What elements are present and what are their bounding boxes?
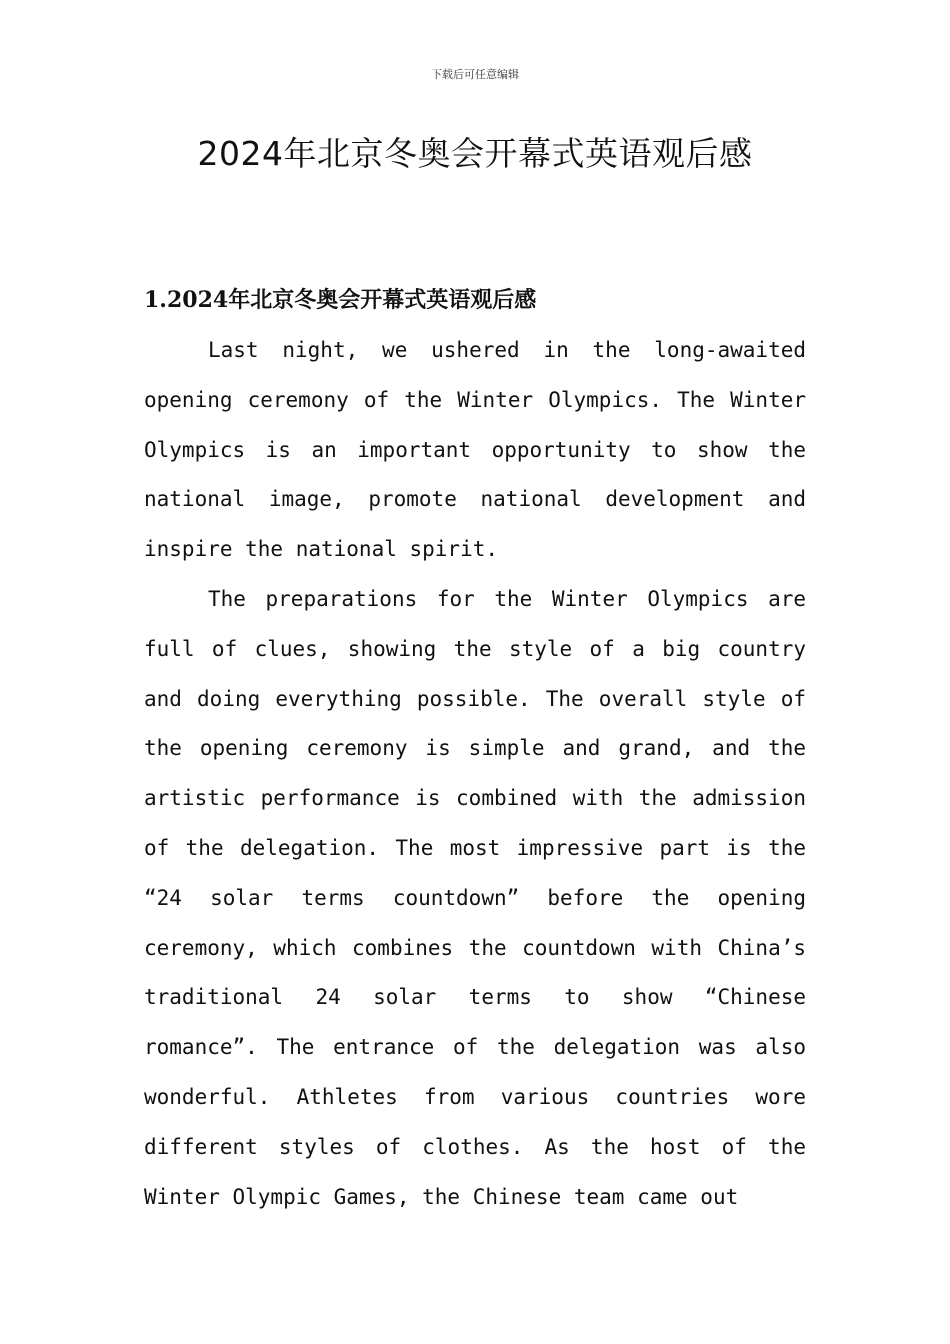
paragraph-opening-ceremony: Last night, we ushered in the long-awaited opening ceremony of the Winter Olympics. The Winter Olympics is an important opportunity to show the national image, promote national development and inspire the national spirit. — [144, 338, 806, 562]
paragraph-preparations: The preparations for the Winter Olympics are full of clues, showing the style of a big country and doing everything possible. The overall style of the opening ceremony is simple and grand, and the artistic performance is combined with the admission of the delegation. The most impressive part is the “24 solar terms countdown” before the opening ceremony, which combines the countdown with China’s traditional 24 solar terms to show “Chinese romance”. The entrance of the delegation was also wonderful. Athletes from various countries wore different styles of clothes. As the host of the Winter Olympic Games, the Chinese team came out — [144, 586, 806, 1209]
header-note: 下载后可任意编辑 — [431, 68, 519, 81]
document-body — [144, 280, 806, 1222]
document-title: 2024年北京冬奥会开幕式英语观后感 — [197, 134, 753, 173]
section-heading: 1.2024年北京冬奥会开幕式英语观后感 — [144, 287, 537, 313]
